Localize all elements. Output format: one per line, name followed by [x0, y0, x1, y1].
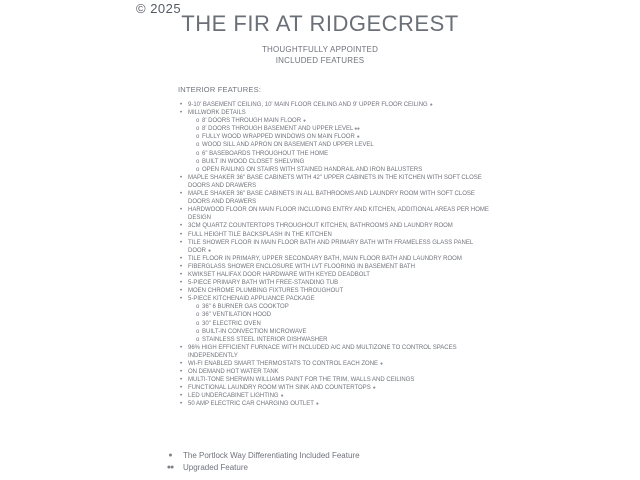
sub-bullet-icon: o	[196, 312, 200, 319]
feature-item	[178, 263, 490, 271]
copyright-text: © 2025	[136, 1, 182, 16]
bullet-icon: •	[180, 288, 183, 295]
feature-text: FIBERGLASS SHOWER ENCLOSURE WITH LVT FLOORING IN BASEMENT BATH	[188, 263, 415, 270]
feature-text: 36" VENTILATION HOOD	[202, 312, 272, 319]
feature-item	[178, 109, 490, 174]
feature-text: 8' DOORS THROUGH BASEMENT AND UPPER LEVEL	[202, 126, 354, 133]
sub-feature-item	[196, 150, 490, 158]
differentiating-feature-icon: ●	[372, 385, 376, 392]
feature-item	[178, 384, 490, 392]
differentiating-feature-icon: ●	[356, 134, 360, 141]
feature-item	[178, 287, 490, 295]
bullet-icon: •	[180, 344, 183, 351]
feature-text: 50 AMP ELECTRIC CAR CHARGING OUTLET	[188, 401, 314, 408]
feature-text: WI-FI ENABLED SMART THERMOSTATS TO CONTROL EACH ZONE	[188, 361, 379, 367]
feature-item	[178, 360, 490, 368]
sub-bullet-icon: o	[196, 336, 200, 343]
sub-feature-item	[196, 166, 490, 174]
bullet-icon: •	[180, 377, 183, 384]
feature-text: OPEN RAILING ON STAIRS WITH STAINED HANDRAIL AND IRON BALUSTERS	[202, 166, 423, 173]
legend-label: The Portlock Way Differentiating Included Feature	[183, 450, 360, 460]
feature-item	[178, 271, 490, 279]
feature-item	[178, 239, 490, 255]
feature-text: ON DEMAND HOT WATER TANK	[188, 369, 279, 376]
feature-item	[178, 222, 490, 230]
bullet-icon: •	[180, 255, 183, 262]
page-subtitle	[0, 44, 640, 66]
upgraded-feature-icon: ●●	[166, 464, 174, 472]
feature-text: 8' DOORS THROUGH MAIN FLOOR	[202, 118, 302, 125]
sub-bullet-icon: o	[196, 320, 200, 327]
feature-item	[178, 101, 490, 109]
page-title: THE FIR AT RIDGECREST	[181, 11, 459, 36]
sub-bullet-icon: o	[196, 134, 200, 141]
sub-feature-list	[188, 303, 490, 343]
differentiating-feature-icon: ●	[380, 361, 384, 367]
feature-item	[178, 400, 490, 408]
feature-text: MAPLE SHAKER 36" BASE CABINETS WITH 42" UPPER CABINETS IN THE KITCHEN WITH SOFT CLOSE DOORS AND DRAWERS	[188, 174, 482, 189]
sub-feature-item	[196, 303, 490, 311]
bullet-icon: •	[180, 263, 183, 270]
bullet-icon: •	[180, 280, 183, 287]
sub-feature-item	[196, 311, 490, 319]
feature-text: LED UNDERCABINET LIGHTING	[188, 393, 279, 400]
sub-feature-item	[196, 141, 490, 149]
bullet-icon: •	[180, 385, 183, 392]
sub-bullet-icon: o	[196, 166, 200, 173]
feature-item	[178, 344, 490, 360]
sub-feature-item	[196, 125, 490, 133]
differentiating-feature-icon: ●	[280, 393, 284, 400]
sub-bullet-icon: o	[196, 118, 200, 125]
sub-feature-item	[196, 328, 490, 336]
feature-item	[178, 368, 490, 376]
bullet-icon: •	[180, 207, 183, 214]
feature-text: WOOD SILL AND APRON ON BASEMENT AND UPPER LEVEL	[202, 142, 374, 149]
sub-bullet-icon: o	[196, 126, 200, 133]
feature-text: FULL HEIGHT TILE BACKSPLASH IN THE KITCHEN	[188, 231, 332, 238]
sub-bullet-icon: o	[196, 158, 200, 165]
feature-item	[178, 190, 490, 206]
feature-text: 96% HIGH EFFICIENT FURNACE WITH INCLUDED A/C AND MULTIZONE TO CONTROL SPACES INDEPENDENTLY	[188, 344, 457, 359]
feature-item	[178, 376, 490, 384]
feature-text: BUILT-IN CONVECTION MICROWAVE	[202, 328, 307, 335]
sub-feature-item	[196, 117, 490, 125]
feature-text: 5-PIECE KITCHENAID APPLIANCE PACKAGE	[188, 296, 315, 303]
feature-text: 5-PIECE PRIMARY BATH WITH FREE-STANDING TUB	[188, 280, 339, 287]
bullet-icon: •	[180, 110, 183, 117]
sub-feature-list	[188, 117, 490, 174]
feature-text: MAPLE SHAKER 36" BASE CABINETS IN ALL BATHROOMS AND LAUNDRY ROOM WITH SOFT CLOSE DOORS AND DRAWERS	[188, 191, 475, 206]
feature-text: MULTI-TONE SHERWIN WILLIAMS PAINT FOR THE TRIM, WALLS AND CEILINGS	[188, 377, 415, 384]
legend-row	[160, 462, 360, 475]
feature-text: KWIKSET HALIFAX DOOR HARDWARE WITH KEYED DEADBOLT	[188, 271, 370, 278]
bullet-icon: •	[180, 393, 183, 400]
subtitle-line-1: THOUGHTFULLY APPOINTED	[261, 45, 379, 54]
bullet-icon: •	[180, 401, 183, 408]
feature-item	[178, 174, 490, 190]
differentiating-feature-icon: ●	[168, 451, 172, 459]
sub-bullet-icon: o	[196, 328, 200, 335]
features-list	[178, 101, 490, 409]
feature-text: MILLWORK DETAILS	[188, 110, 246, 117]
legend-row	[160, 449, 360, 462]
feature-text: 36" 6 BURNER GAS COOKTOP	[202, 304, 289, 311]
feature-text: STAINLESS STEEL INTERIOR DISHWASHER	[202, 336, 328, 343]
sub-feature-item	[196, 133, 490, 141]
feature-text: 9-10' BASEMENT CEILING, 10' MAIN FLOOR CEILING AND 9' UPPER FLOOR CEILING	[188, 102, 428, 108]
feature-text: 6" BASEBOARDS THROUGHOUT THE HOME	[202, 150, 329, 157]
upgraded-feature-icon: ●●	[354, 126, 360, 133]
sub-bullet-icon: o	[196, 142, 200, 149]
bullet-icon: •	[180, 369, 183, 376]
feature-text: HARDWOOD FLOOR ON MAIN FLOOR INCLUDING ENTRY AND KITCHEN, ADDITIONAL AREAS PER HOME DESIGN	[188, 207, 489, 222]
feature-item	[178, 231, 490, 239]
sub-feature-item	[196, 336, 490, 344]
subtitle-line-2: INCLUDED FEATURES	[275, 56, 365, 65]
feature-text: TILE FLOOR IN PRIMARY, UPPER SECONDARY BATH, MAIN FLOOR BATH AND LAUNDRY ROOM	[188, 255, 462, 262]
feature-text: MOEN CHROME PLUMBING FIXTURES THROUGHOUT	[188, 288, 344, 295]
bullet-icon: •	[180, 191, 183, 198]
feature-text: BUILT IN WOOD CLOSET SHELVING	[202, 158, 305, 165]
feature-text: 3CM QUARTZ COUNTERTOPS THROUGHOUT KITCHEN, BATHROOMS AND LAUNDRY ROOM	[188, 223, 453, 230]
bullet-icon: •	[180, 296, 183, 303]
section-heading: INTERIOR FEATURES:	[178, 85, 262, 94]
feature-text: 30" ELECTRIC OVEN	[202, 320, 261, 327]
feature-item	[178, 295, 490, 344]
bullet-icon: •	[180, 174, 183, 181]
differentiating-feature-icon: ●	[303, 118, 307, 125]
bullet-icon: •	[180, 271, 183, 278]
differentiating-feature-icon: ●	[429, 102, 433, 108]
sub-feature-item	[196, 158, 490, 166]
feature-text: FULLY WOOD WRAPPED WINDOWS ON MAIN FLOOR	[202, 134, 355, 141]
bullet-icon: •	[180, 231, 183, 238]
bullet-icon: •	[180, 102, 183, 108]
feature-item	[178, 392, 490, 400]
sub-bullet-icon: o	[196, 150, 200, 157]
feature-text: FUNCTIONAL LAUNDRY ROOM WITH SINK AND COUNTERTOPS	[188, 385, 371, 392]
bullet-icon: •	[180, 239, 183, 246]
feature-text: TILE SHOWER FLOOR IN MAIN FLOOR BATH AND PRIMARY BATH WITH FRAMELESS GLASS PANEL DOOR	[188, 239, 473, 254]
sub-bullet-icon: o	[196, 304, 200, 311]
feature-item	[178, 206, 490, 222]
bullet-icon: •	[180, 361, 183, 367]
bullet-icon: •	[180, 223, 183, 230]
legend-label: Upgraded Feature	[183, 463, 248, 473]
feature-item	[178, 255, 490, 263]
differentiating-feature-icon: ●	[315, 401, 319, 408]
sub-feature-item	[196, 320, 490, 328]
feature-item	[178, 279, 490, 287]
legend	[160, 449, 360, 474]
differentiating-feature-icon: ●	[208, 247, 212, 254]
